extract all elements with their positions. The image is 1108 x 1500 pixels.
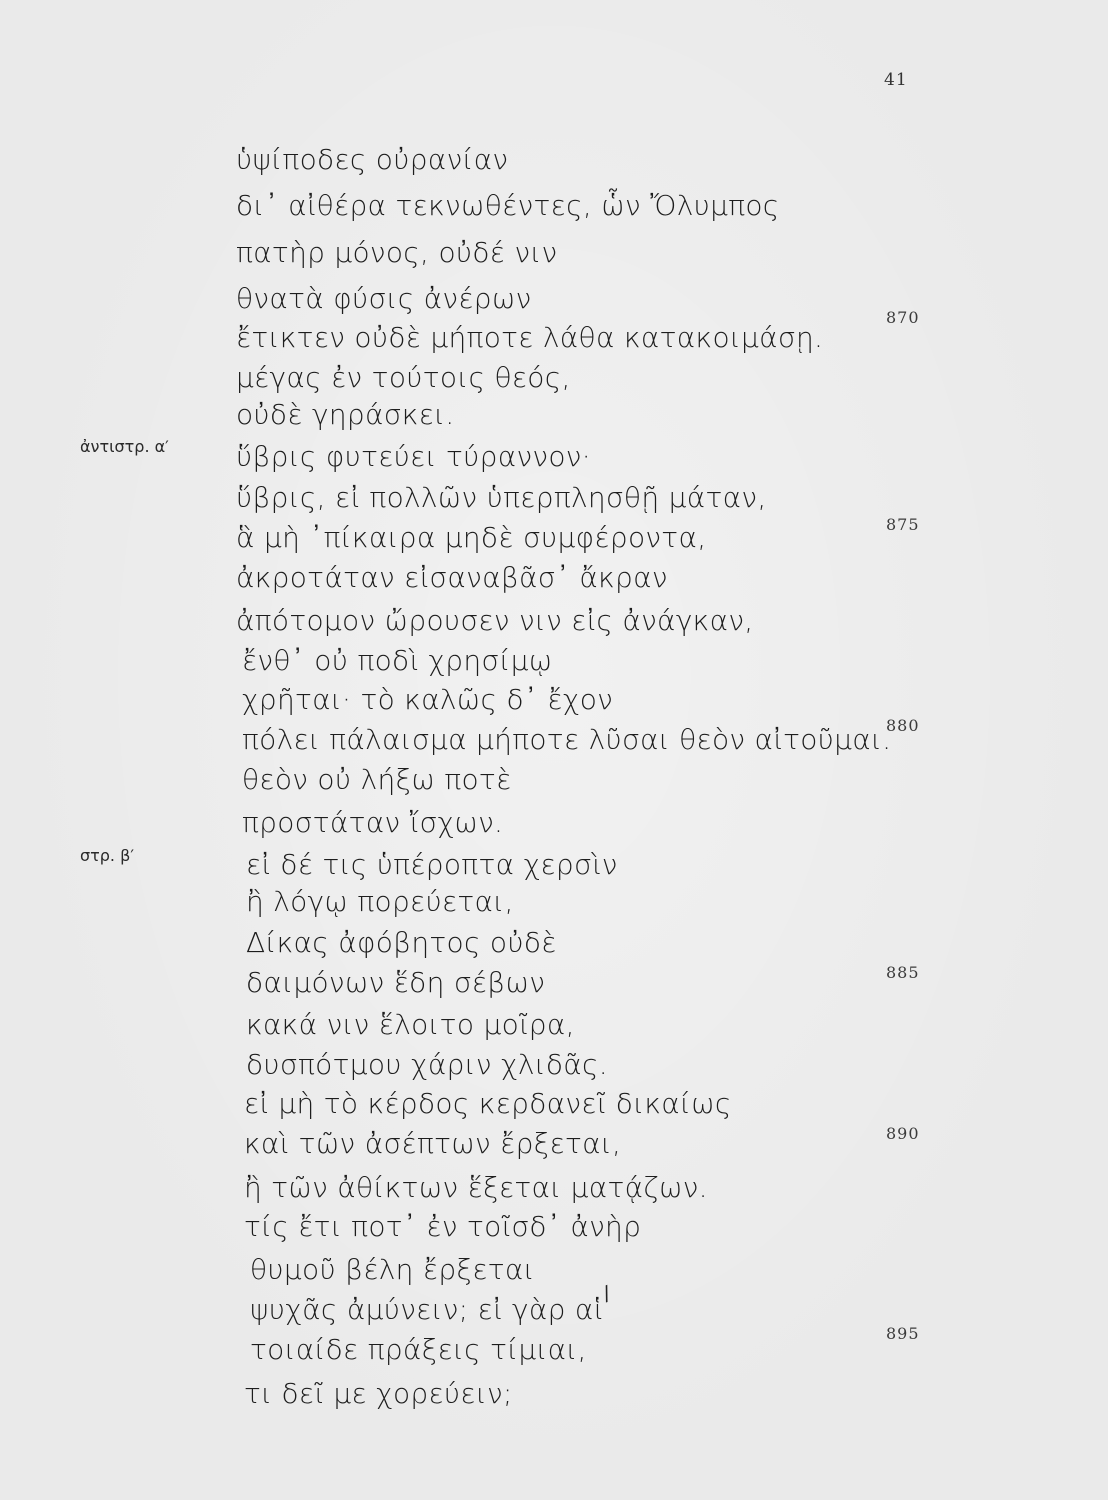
pen-mark-icon: / [599,1280,614,1306]
line-number: 895 [886,1324,920,1343]
line-number: 880 [886,716,920,735]
strophe-label: στρ. β′ [80,846,134,865]
verse-line: τι δεῖ με χορεύειν; [244,1377,513,1410]
strophe-label: ἀντιστρ. α′ [80,437,169,456]
verse-line: εἰ μὴ τὸ κέρδος κερδανεῖ δικαίως [244,1087,732,1120]
verse-line: ψυχᾶς ἀμύνειν; εἰ γὰρ αἱ [250,1293,604,1326]
verse-line: πατὴρ μόνος, οὐδέ νιν [236,236,558,269]
verse-line: πόλει πάλαισμα μήποτε λῦσαι θεὸν αἰτοῦμαι. [242,723,892,756]
verse-line: ἃ μὴ ᾽πίκαιρα μηδὲ συμφέροντα, [236,521,707,554]
verse-line: ἀκροτάταν εἰσαναβᾶσ᾽ ἄκραν [236,561,668,594]
verse-line: ἔνθ᾽ οὐ ποδὶ χρησίμῳ [242,644,553,677]
verse-line: θυμοῦ βέλη ἔρξεται [250,1253,535,1286]
verse-line: δυσπότμου χάριν χλιδᾶς. [246,1048,608,1081]
line-number: 870 [886,308,920,327]
verse-line: οὐδὲ γηράσκει. [236,398,455,431]
verse-line: ὑψίποδες οὐρανίαν [236,143,509,176]
line-number: 875 [886,515,920,534]
verse-line: ἢ τῶν ἀθίκτων ἕξεται ματᾴζων. [244,1171,708,1204]
verse-line: Δίκας ἀφόβητος οὐδὲ [246,926,557,959]
verse-line: καὶ τῶν ἀσέπτων ἔρξεται, [244,1127,622,1160]
verse-line: εἰ δέ τις ὑπέροπτα χερσὶν [246,848,618,881]
verse-line: ὕβρις φυτεύει τύραννον· [236,440,591,473]
verse-line: θεὸν οὐ λήξω ποτὲ [242,763,512,796]
line-number: 890 [886,1124,920,1143]
verse-line: ἔτικτεν οὐδὲ μήποτε λάθα κατακοιμάσῃ. [236,321,824,354]
page-number: 41 [884,70,908,90]
verse-line: τοιαίδε πράξεις τίμιαι, [250,1333,587,1366]
verse-line: ὕβρις, εἰ πολλῶν ὑπερπλησθῇ μάταν, [236,481,767,514]
verse-line: δαιμόνων ἕδη σέβων [246,966,546,999]
verse-line: δι᾽ αἰθέρα τεκνωθέντες, ὧν Ὄλυμπος [236,189,780,222]
verse-line: μέγας ἐν τούτοις θεός, [236,361,571,394]
verse-line: προστάταν ἴσχων. [242,806,504,839]
verse-line: ἢ λόγῳ πορεύεται, [246,885,514,918]
verse-line: ἀπότομον ὤρουσεν νιν εἰς ἀνάγκαν, [236,604,754,637]
verse-line: κακά νιν ἕλοιτο μοῖρα, [246,1008,575,1041]
verse-line: χρῆται· τὸ καλῶς δ᾽ ἔχον [242,683,614,716]
verse-line: θνατὰ φύσις ἀνέρων [236,282,532,315]
verse-line: τίς ἔτι ποτ᾽ ἐν τοῖσδ᾽ ἀνὴρ [244,1210,642,1243]
line-number: 885 [886,963,920,982]
